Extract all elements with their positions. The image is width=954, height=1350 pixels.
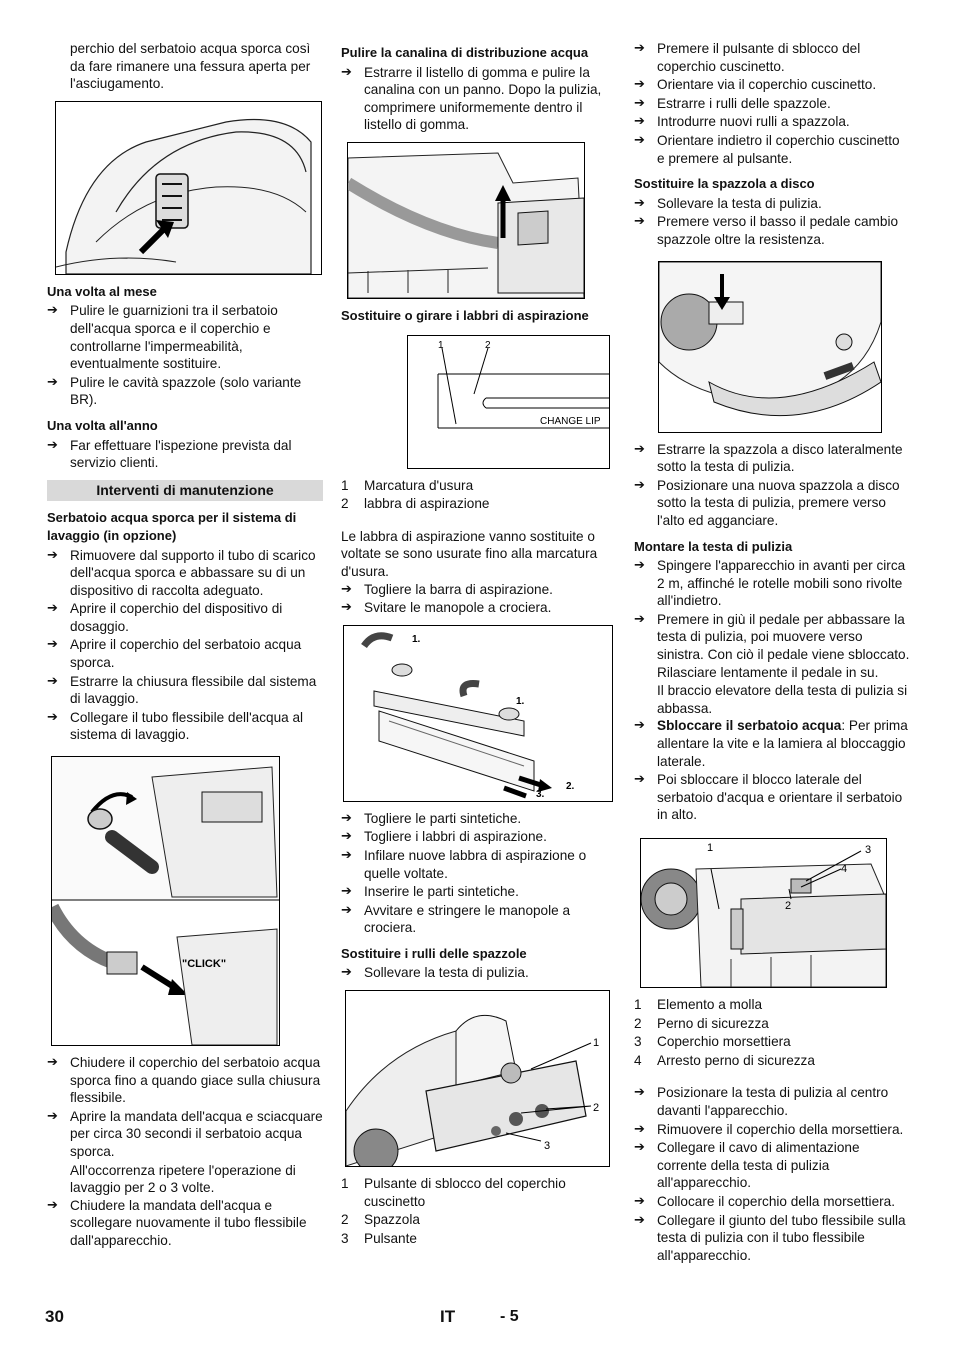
lips-step: ➔ Togliere le parti sintetiche. <box>341 810 617 828</box>
fig-label: 4 <box>841 863 848 875</box>
page-number: 30 <box>45 1307 64 1326</box>
roller-step: ➔ Estrarre i rulli delle spazzole. <box>634 95 910 113</box>
disc-step: ➔ Posizionare una nuova spazzola a disco sotto la testa di pulizia, premere verso l'alto ed agganciare. <box>634 477 910 530</box>
lips-step: ➔ Inserire le parti sintetiche. <box>341 883 617 901</box>
change-lip-label: CHANGE LIP <box>540 415 601 427</box>
lips-step: ➔ Togliere i labbri di aspirazione. <box>341 828 617 846</box>
mount-step: ➔ Spingere l'apparecchio in avanti per circa 2 m, affinché le rotelle mobili sono rivolte all'indietro. <box>634 557 910 610</box>
roller-step: ➔ Premere il pulsante di sblocco del coperchio cuscinetto. <box>634 40 910 75</box>
brush-roller-illustration <box>345 990 610 1167</box>
lips-step: ➔ Avvitare e stringere le manopole a crociera. <box>341 902 617 937</box>
tank-title: Serbatoio acqua sporca per il sistema di lavaggio (in opzione) <box>47 510 297 543</box>
intro-text: perchio del serbatoio acqua sporca così da fare rimanere una fessura aperta per l'asciugamento. <box>70 41 311 92</box>
legend-item: 4 Arresto perno di sicurezza <box>634 1052 815 1068</box>
tank-step: ➔ Collegare il tubo flessibile dell'acqua al sistema di lavaggio. <box>47 709 323 744</box>
fig-label: 2 <box>593 1102 600 1115</box>
disc-step: ➔ Estrarre la spazzola a disco lateralmente sotto la testa di pulizia. <box>634 441 910 476</box>
language-code: IT <box>440 1307 456 1326</box>
mount-step-unlock: ➔ Sbloccare il serbatoio acqua: Per prima allentare la vite e la lamiera al bloccaggio laterale. <box>634 717 910 770</box>
page-reference: - 5 <box>500 1308 519 1325</box>
mount-step: ➔ Rimuovere il coperchio della morsettiera. <box>634 1121 910 1139</box>
fig-label: 3 <box>865 844 872 856</box>
mount-step: ➔ Premere in giù il pedale per abbassare la testa di pulizia, poi muovere verso sinistra. Con ciò il pedale viene sbloccato. Rilasciare lentamente il pedale in su. <box>634 611 910 681</box>
mount-step: ➔ Collegare il cavo di alimentazione corrente della testa di pulizia all'apparecchio. <box>634 1139 910 1192</box>
legend-item: 2 Perno di sicurezza <box>634 1015 769 1031</box>
tank-step: ➔ Rimuovere dal supporto il tubo di scarico dell'acqua sporca e abbassare su di un dispositivo di raccolta adeguato. <box>47 547 323 600</box>
roller-step: ➔ Introdurre nuovi rulli a spazzola. <box>634 113 910 131</box>
tank-step: ➔ Aprire il coperchio del dispositivo di dosaggio. <box>47 600 323 635</box>
fig-label: 2 <box>785 900 792 912</box>
fig-label: 1 <box>707 842 714 854</box>
mount-step: ➔ Collegare il giunto del tubo flessibile sulla testa di pulizia con il tubo flessibile all'apparecchio. <box>634 1212 910 1265</box>
disc-title: Sostituire la spazzola a disco <box>634 176 815 192</box>
roller-step: ➔ Orientare via il coperchio cuscinetto. <box>634 76 910 94</box>
suction-lip-diagram <box>407 335 610 469</box>
legend-item: 2 Spazzola <box>341 1212 420 1228</box>
fig-label: 1. <box>516 695 525 707</box>
legend-item: 1 Pulsante di sblocco del coperchio cuscinetto <box>341 1176 566 1209</box>
tank-lock-illustration <box>640 838 887 988</box>
mount-step: ➔ Collocare il coperchio della morsettiera. <box>634 1193 910 1211</box>
monthly-title: Una volta al mese <box>47 283 157 299</box>
rollers-step: ➔ Sollevare la testa di pulizia. <box>341 964 617 982</box>
disc-step: ➔ Sollevare la testa di pulizia. <box>634 195 910 213</box>
fig-label: 1 <box>593 1037 600 1050</box>
tank-step: ➔ Estrarre la chiusura flessibile dal sistema di lavaggio. <box>47 673 323 708</box>
lips-step: ➔ Togliere la barra di aspirazione. <box>341 581 617 599</box>
monthly-step: ➔ Pulire le cavità spazzole (solo variante BR). <box>47 374 323 409</box>
yearly-step: ➔ Far effettuare l'ispezione prevista dal servizio clienti. <box>47 437 323 472</box>
rollers-title: Sostituire i rulli delle spazzole <box>341 945 527 961</box>
suction-bar-illustration <box>343 625 613 802</box>
mount-step: ➔ Posizionare la testa di pulizia al centro davanti l'apparecchio. <box>634 1084 910 1119</box>
legend-item: 1 Marcatura d'usura <box>341 477 474 493</box>
yearly-title: Una volta all'anno <box>47 417 158 433</box>
fig-label: 1. <box>412 633 421 645</box>
tank-lid-illustration <box>55 101 322 275</box>
column-middle <box>341 40 617 1248</box>
legend-item: 1 Elemento a molla <box>634 997 763 1012</box>
channel-step: ➔ Estrarre il listello di gomma e pulire la canalina con un panno. Dopo la pulizia, comprimere uniformemente dentro il listello di gomma. <box>341 64 617 134</box>
fig-label: 1 <box>438 339 444 351</box>
tank-note: All'occorrenza ripetere l'operazione di lavaggio per 2 o 3 volte. <box>70 1162 296 1196</box>
mount-step: ➔ Poi sbloccare il blocco laterale del serbatoio d'acqua e orientare il serbatoio in alto. <box>634 771 910 824</box>
disc-brush-illustration <box>658 261 882 433</box>
tank-step: ➔ Aprire la mandata dell'acqua e sciacquare per circa 30 secondi il serbatoio acqua sporca. <box>47 1108 323 1161</box>
monthly-step: ➔ Pulire le guarnizioni tra il serbatoio dell'acqua sporca e il coperchio e controllarne l'impermeabilità, eventualmente sostituire. <box>47 302 323 372</box>
section-heading: Interventi di manutenzione <box>47 480 323 502</box>
tank-step: ➔ Aprire il coperchio del serbatoio acqua sporca. <box>47 636 323 671</box>
fig-label: 2. <box>566 780 575 792</box>
fig-label: 3. <box>536 788 545 800</box>
rubber-strip-illustration <box>347 142 585 299</box>
column-left <box>47 40 323 1251</box>
legend-item: 3 Pulsante <box>341 1230 417 1246</box>
lips-text: Le labbra di aspirazione vanno sostituite o voltate se sono usurate fino alla marcatura d'usura. <box>341 528 598 579</box>
channel-title: Pulire la canalina di distribuzione acqua <box>341 45 589 60</box>
fig-label: 3 <box>544 1140 551 1153</box>
mount-title: Montare la testa di pulizia <box>634 538 793 554</box>
click-label: "CLICK" <box>182 958 227 971</box>
column-right <box>634 40 910 1265</box>
lips-title: Sostituire o girare i labbri di aspirazione <box>341 307 589 323</box>
lips-step: ➔ Svitare le manopole a crociera. <box>341 599 617 617</box>
hose-connection-illustration <box>51 756 280 1046</box>
legend-item: 2 labbra di aspirazione <box>341 496 490 512</box>
tank-step: ➔ Chiudere il coperchio del serbatoio acqua sporca fino a quando giace sulla chiusura flessibile. <box>47 1054 323 1107</box>
lips-step: ➔ Infilare nuove labbra di aspirazione o quelle voltate. <box>341 847 617 882</box>
tank-step: ➔ Chiudere la mandata dell'acqua e scollegare nuovamente il tubo flessibile dall'apparecchio. <box>47 1197 323 1250</box>
roller-step: ➔ Orientare indietro il coperchio cuscinetto e premere al pulsante. <box>634 132 910 167</box>
mount-note: Il braccio elevatore della testa di pulizia si abbassa. <box>657 683 908 716</box>
legend-item: 3 Coperchio morsettiera <box>634 1034 791 1050</box>
fig-label: 2 <box>485 339 491 351</box>
disc-step: ➔ Premere verso il basso il pedale cambio spazzole oltre la resistenza. <box>634 213 910 248</box>
